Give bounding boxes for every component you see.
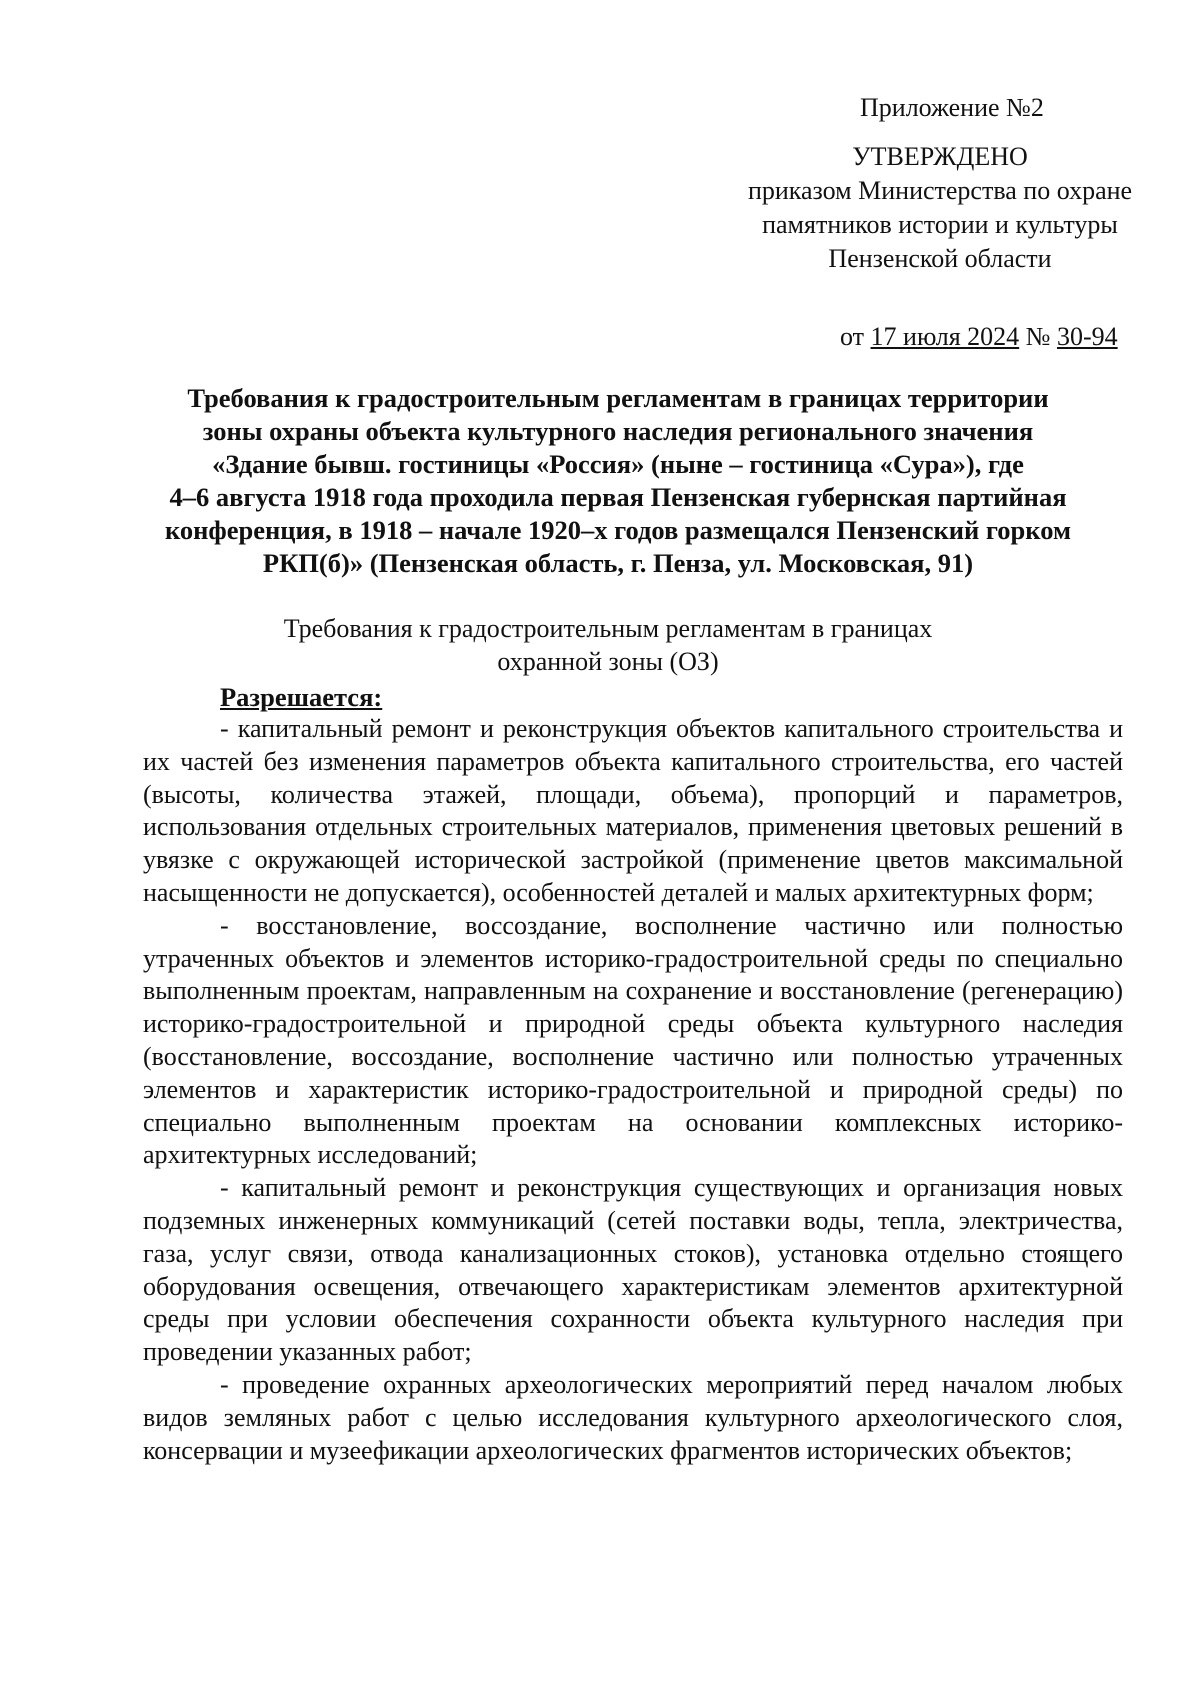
allowed-heading: Разрешается:	[220, 682, 383, 712]
list-item: - капитальный ремонт и реконструкция объектов капитального строительства и их частей без изменения параметров объекта капитального строительства, его частей (высоты, количества этажей, площади, объема), пропорций и параметров, использования отдельных строительных материалов, применения цветовых решений в увязке с окружающей исторической застройкой (применение цветов максимальной насыщенности не допускается), особенностей деталей и малых архитектурных форм;	[143, 714, 1123, 907]
approved-line: памятников истории и культуры	[762, 210, 1118, 239]
title-line: РКП(б)» (Пензенская область, г. Пенза, ул. Московская, 91)	[262, 548, 974, 578]
section-subtitle	[168, 612, 1048, 678]
approval-block	[730, 140, 1150, 276]
document-title	[128, 382, 1108, 580]
appendix-label: Приложение №2	[860, 93, 1044, 122]
date-prefix: от	[840, 322, 871, 351]
order-date: 17 июля 2024	[870, 322, 1020, 351]
list-item: - восстановление, воссоздание, восполнение частично или полностью утраченных объектов и элементов историко-градостроительной среды по специально выполненным проектам, направленным на сохранение и восстановление (регенерацию) историко-градостроительной и природной среды объекта культурного наследия (восстановление, воссоздание, восполнение частично или полностью утраченных элементов и характеристик историко-градостроительной и природной среды) по специально выполненным проектам на основании комплексных историко-архитектурных исследований;	[143, 910, 1123, 1170]
title-line: зоны охраны объекта культурного наследия регионального значения	[202, 416, 1034, 446]
subtitle-line: Требования к градостроительным регламентам в границах	[283, 614, 933, 643]
subtitle-line: охранной зоны (ОЗ)	[497, 647, 719, 676]
title-line: «Здание бывш. гостиницы «Россия» (ныне – гостиница «Сура»), где	[212, 449, 1024, 479]
title-line: конференция, в 1918 – начале 1920–х годов размещался Пензенский горком	[164, 515, 1072, 545]
allowed-items-list	[143, 713, 1123, 1467]
list-item: - проведение охранных археологических мероприятий перед началом любых видов земляных работ с целью исследования культурного археологического слоя, консервации и музеефикации археологических фрагментов исторических объектов;	[143, 1369, 1123, 1465]
approved-line: приказом Министерства по охране	[747, 176, 1133, 205]
order-number: 30-94	[1056, 322, 1118, 351]
approved-title: УТВЕРЖДЕНО	[852, 142, 1028, 171]
list-item: - капитальный ремонт и реконструкция существующих и организация новых подземных инженерных коммуникаций (сетей поставки воды, тепла, электричества, газа, услуг связи, отвода канализационных стоков), установка отдельно стоящего оборудования освещения, отвечающего характеристикам элементов архитектурной среды при условии обеспечения сохранности объекта культурного наследия при проведении указанных работ;	[143, 1173, 1123, 1367]
order-date-line	[840, 320, 1118, 354]
number-prefix: №	[1019, 322, 1057, 351]
title-line: 4–6 августа 1918 года проходила первая Пензенская губернская партийная	[169, 482, 1067, 512]
approved-line: Пензенской области	[828, 244, 1052, 273]
title-line: Требования к градостроительным регламентам в границах территории	[187, 383, 1049, 413]
